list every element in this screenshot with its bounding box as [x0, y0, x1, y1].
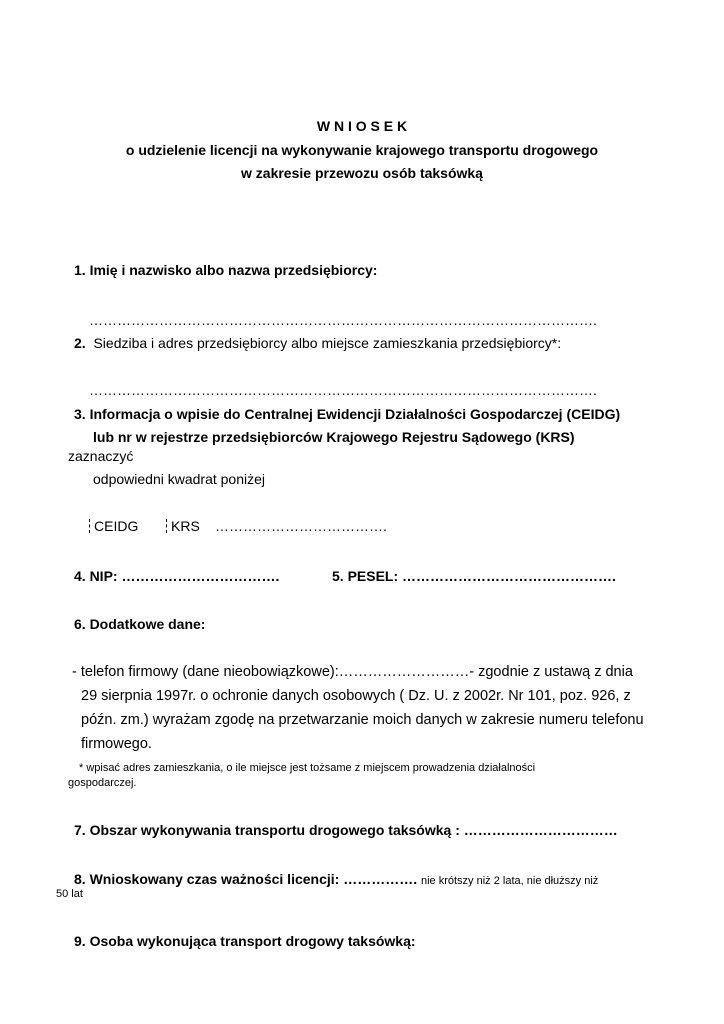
footnote-line-2: gospodarczej.	[68, 777, 137, 789]
ceidg-label: CEIDG	[94, 518, 139, 534]
section-3-instruction-1: zaznaczyć	[68, 448, 134, 464]
krs-option[interactable]	[166, 518, 200, 534]
section-2-label	[74, 335, 561, 351]
pesel-field[interactable]: 5. PESEL: ……………………………………….	[332, 568, 616, 584]
krs-fill-line[interactable]: ……………………………….	[215, 518, 387, 534]
form-title: W N I O S E K	[316, 118, 408, 134]
krs-checkbox[interactable]	[166, 519, 167, 533]
section-6-paragraph-3: późn. zm.) wyrażam zgodę na przetwarzanie moich danych w zakresie numeru telefonu	[81, 712, 644, 728]
section-6-paragraph-4: firmowego.	[81, 736, 152, 752]
section-1-label: 1. Imię i nazwisko albo nazwa przedsiębiorcy:	[74, 262, 378, 278]
krs-label: KRS	[171, 518, 200, 534]
section-9-label: 9. Osoba wykonująca transport drogowy taksówką:	[74, 933, 416, 949]
section-2-text: Siedziba i adres przedsiębiorcy albo miejsce zamieszkania przedsiębiorcy*:	[93, 335, 562, 351]
section-2-fill-line[interactable]: ……………………………………………………………………………………………….	[89, 382, 597, 398]
section-2-number: 2.	[74, 335, 86, 351]
section-3-heading-1: 3. Informacja o wpisie do Centralnej Ewidencji Działalności Gospodarczej (CEIDG)	[74, 406, 621, 422]
form-subtitle-1: o udzielenie licencji na wykonywanie krajowego transportu drogowego	[125, 142, 599, 158]
section-7-field[interactable]: 7. Obszar wykonywania transportu drogowego taksówką : ……………………………	[74, 822, 618, 838]
section-3-heading-2: lub nr w rejestrze przedsiębiorców Krajowego Rejestru Sądowego (KRS)	[93, 429, 575, 445]
section-1-fill-line[interactable]: ……………………………………………………………………………………………….	[89, 312, 597, 328]
ceidg-option[interactable]	[89, 518, 138, 534]
section-8-note-continued: 50 lat	[56, 888, 83, 900]
form-subtitle-2: w zakresie przewozu osób taksówką	[241, 165, 483, 181]
nip-field[interactable]: 4. NIP: …………………………….	[74, 568, 280, 584]
section-6-label: 6. Dodatkowe dane:	[74, 616, 206, 632]
ceidg-checkbox[interactable]	[89, 519, 90, 533]
section-6-paragraph-1[interactable]: - telefon firmowy (dane nieobowiązkowe):………………………- zgodnie z ustawą z dnia	[72, 664, 633, 680]
footnote-line-1: * wpisać adres zamieszkania, o ile miejsce jest tożsame z miejscem prowadzenia działalności	[79, 762, 536, 774]
section-8-field[interactable]	[74, 871, 598, 887]
section-6-paragraph-2: 29 sierpnia 1997r. o ochronie danych osobowych ( Dz. U. z 2002r. Nr 101, poz. 926, z	[81, 688, 631, 704]
section-3-instruction-2: odpowiedni kwadrat poniżej	[93, 471, 265, 487]
section-8-note: nie krótszy niż 2 lata, nie dłuższy niż	[420, 875, 599, 887]
section-8-label: 8. Wnioskowany czas ważności licencji: …………….	[74, 871, 418, 887]
